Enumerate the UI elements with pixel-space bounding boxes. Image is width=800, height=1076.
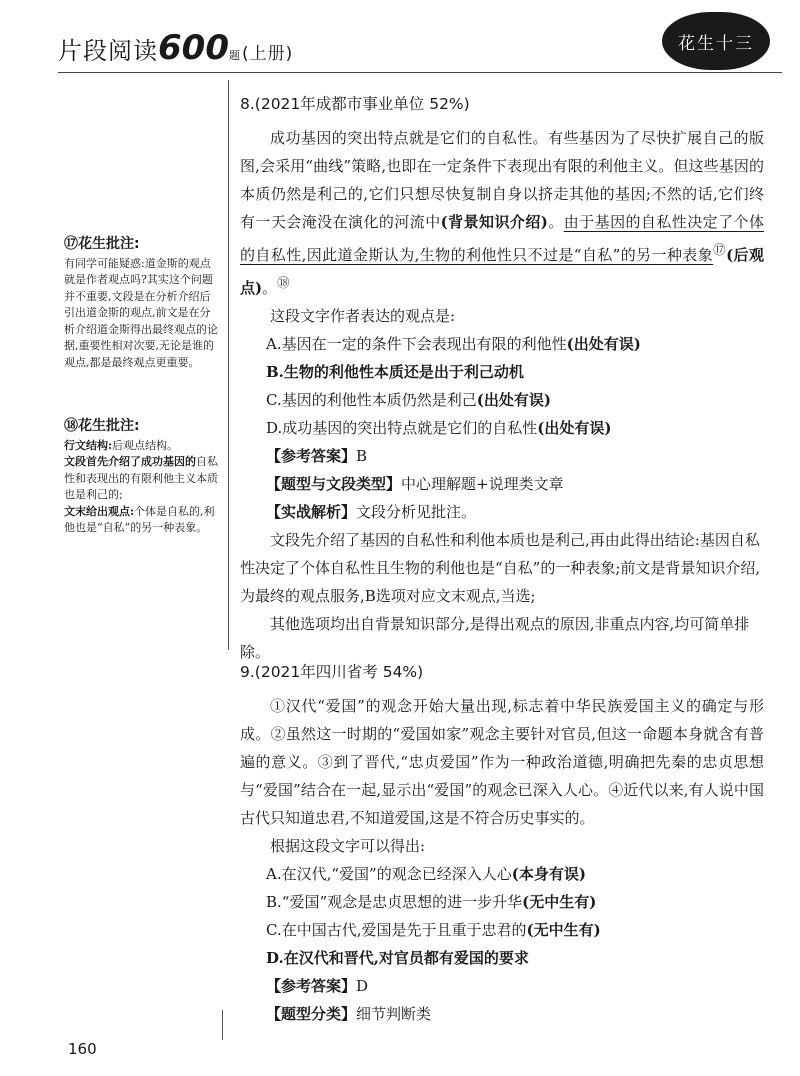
passage-text: 。 (547, 213, 564, 231)
question-prompt: 这段文字作者表达的观点是: (270, 307, 456, 325)
question-passage (240, 124, 764, 302)
note-marker: ⑱ (277, 275, 290, 290)
passage-text: 成功基因的突出特点就是它们的自私性。有些基因为了尽快扩展自己的版图,会采用“曲线”策略,也即在一定条件下表现出有限的利他主义。但这些基因的本质仍然是利己的,它们只想尽快复制自身以挤走其他的基因;不然的话,它们终有一天会淹没在演化的河流中 (240, 129, 764, 231)
analysis-line (240, 498, 764, 526)
question-prompt: 根据这段文字可以得出: (270, 837, 426, 855)
type-label: 【题型分类】 (266, 1005, 357, 1023)
option-text: C.基因的利他性本质仍然是利己 (266, 391, 477, 409)
margin-divider (228, 80, 229, 650)
answer-line (240, 442, 764, 470)
book-title (58, 28, 293, 68)
analysis-intro: 文段分析见批注。 (356, 503, 477, 521)
sidebar-note-text: 有同学可能疑惑:道金斯的观点就是作者观点吗?其实这个问题并不重要,文段是在分析介绍后引出道金斯的观点,前文是在分析介绍道金斯得出最终观点的论据,重要性相对次要,无论是谁的观点,都是最终观点更重要。 (64, 256, 218, 369)
sidebar-note-text: 后观点结构。 (112, 438, 179, 452)
option-c (240, 916, 764, 944)
option-b (240, 358, 764, 386)
passage-underlined: 由于基因的自私性决定了个体的自私性,因此道金斯认为,生物的利他性只不过是“自私”的另一种表象 (240, 213, 764, 264)
brand-logo-text: 花生十三 (678, 33, 754, 54)
option-text: A.在汉代,“爱国”的观念已经深入人心 (266, 865, 512, 883)
sidebar-note-line (64, 454, 220, 504)
option-tag: (无中生有) (526, 921, 601, 939)
type-value: 细节判断类 (356, 1005, 432, 1023)
type-line (240, 470, 764, 498)
analysis-paragraph: 文段先介绍了基因的自私性和利他本质也是利己,再由此得出结论:基因自私性决定了个体自私性且生物的利他也是“自私”的一种表象;前文是背景知识介绍,为最终的观点服务,B选项对应文末观点,当选; (240, 531, 761, 605)
book-title-suffix: 题 (228, 49, 241, 62)
sidebar-note-17 (64, 236, 220, 371)
page-number: 160 (68, 1040, 97, 1058)
passage-text: 。 (262, 279, 278, 297)
book-volume: (上册) (241, 44, 294, 64)
brand-logo (662, 12, 770, 70)
option-d (240, 414, 764, 442)
sidebar-note-title: ⑱花生批注: (64, 418, 140, 434)
passage-tag: (后观点) (240, 246, 764, 297)
answer-line (240, 972, 764, 1000)
answer-label: 【参考答案】 (266, 977, 357, 995)
option-d (240, 944, 764, 972)
sidebar-note-label: 行文结构: (64, 438, 113, 452)
type-line (240, 1000, 764, 1028)
answer-value: B (356, 447, 368, 465)
sidebar-note-text: 自私性和表现出的有限利他主义本质也是利己的; (64, 455, 218, 501)
margin-divider-bottom (222, 1010, 223, 1040)
analysis-label: 【实战解析】 (266, 503, 357, 521)
option-c (240, 386, 764, 414)
option-text: A.基因在一定的条件下会表现出有限的利他性 (266, 335, 567, 353)
sidebar-note-label: 文段首先介绍了成功基因的 (64, 455, 196, 468)
header-rule (58, 72, 782, 73)
option-text: D.成功基因的突出特点就是它们的自私性 (266, 419, 538, 437)
option-tag: (出处有误) (476, 391, 551, 409)
sidebar-note-text: 个体是自私的,利他也是“自私”的另一种表象。 (64, 504, 215, 534)
question-8 (240, 92, 764, 666)
answer-label: 【参考答案】 (266, 447, 357, 465)
sidebar-note-label: 文末给出观点: (64, 504, 135, 518)
book-title-number: 600 (158, 28, 229, 68)
option-b (240, 888, 764, 916)
option-text: B.“爱国”观念是忠贞思想的进一步升华 (266, 893, 523, 911)
question-passage: ①汉代“爱国”的观念开始大量出现,标志着中华民族爱国主义的确定与形成。②虽然这一时期的“爱国如家”观念主要针对官员,但这一命题本身就含有普遍的意义。③到了晋代,“忠贞爱国”作为一种政治道德,明确把先秦的忠贞思想与“爱国”结合在一起,显示出“爱国”的观念已深入人心。④近代以来,有人说中国古代只知道忠君,不知道爱国,这是不符合历史事实的。 (240, 697, 764, 827)
option-a (240, 860, 764, 888)
sidebar-note-title: ⑰花生批注: (64, 236, 140, 252)
option-tag: (出处有误) (537, 419, 612, 437)
analysis-paragraph: 其他选项均出自背景知识部分,是得出观点的原因,非重点内容,均可简单排除。 (240, 615, 750, 661)
note-marker: ⑰ (713, 242, 727, 257)
option-tag: (无中生有) (522, 893, 597, 911)
passage-tag: (背景知识介绍) (440, 213, 548, 231)
sidebar-note-line (64, 504, 220, 537)
option-tag: (出处有误) (566, 335, 641, 353)
question-9 (240, 660, 764, 1028)
sidebar-note-line (64, 438, 220, 455)
type-value: 中心理解题+说理类文章 (401, 475, 564, 493)
sidebar-note-18 (64, 418, 220, 537)
answer-value: D (356, 977, 369, 995)
option-text: B.生物的利他性本质还是出于利己动机 (266, 363, 524, 381)
option-a (240, 330, 764, 358)
option-text: C.在中国古代,爱国是先于且重于忠君的 (266, 921, 527, 939)
option-text: D.在汉代和晋代,对官员都有爱国的要求 (266, 949, 529, 967)
question-heading: 8.(2021年成都市事业单位 52%) (240, 95, 470, 113)
book-title-text: 片段阅读 (58, 37, 158, 65)
question-heading: 9.(2021年四川省考 54%) (240, 663, 424, 681)
option-tag: (本身有误) (511, 865, 586, 883)
type-label: 【题型与文段类型】 (266, 475, 402, 493)
